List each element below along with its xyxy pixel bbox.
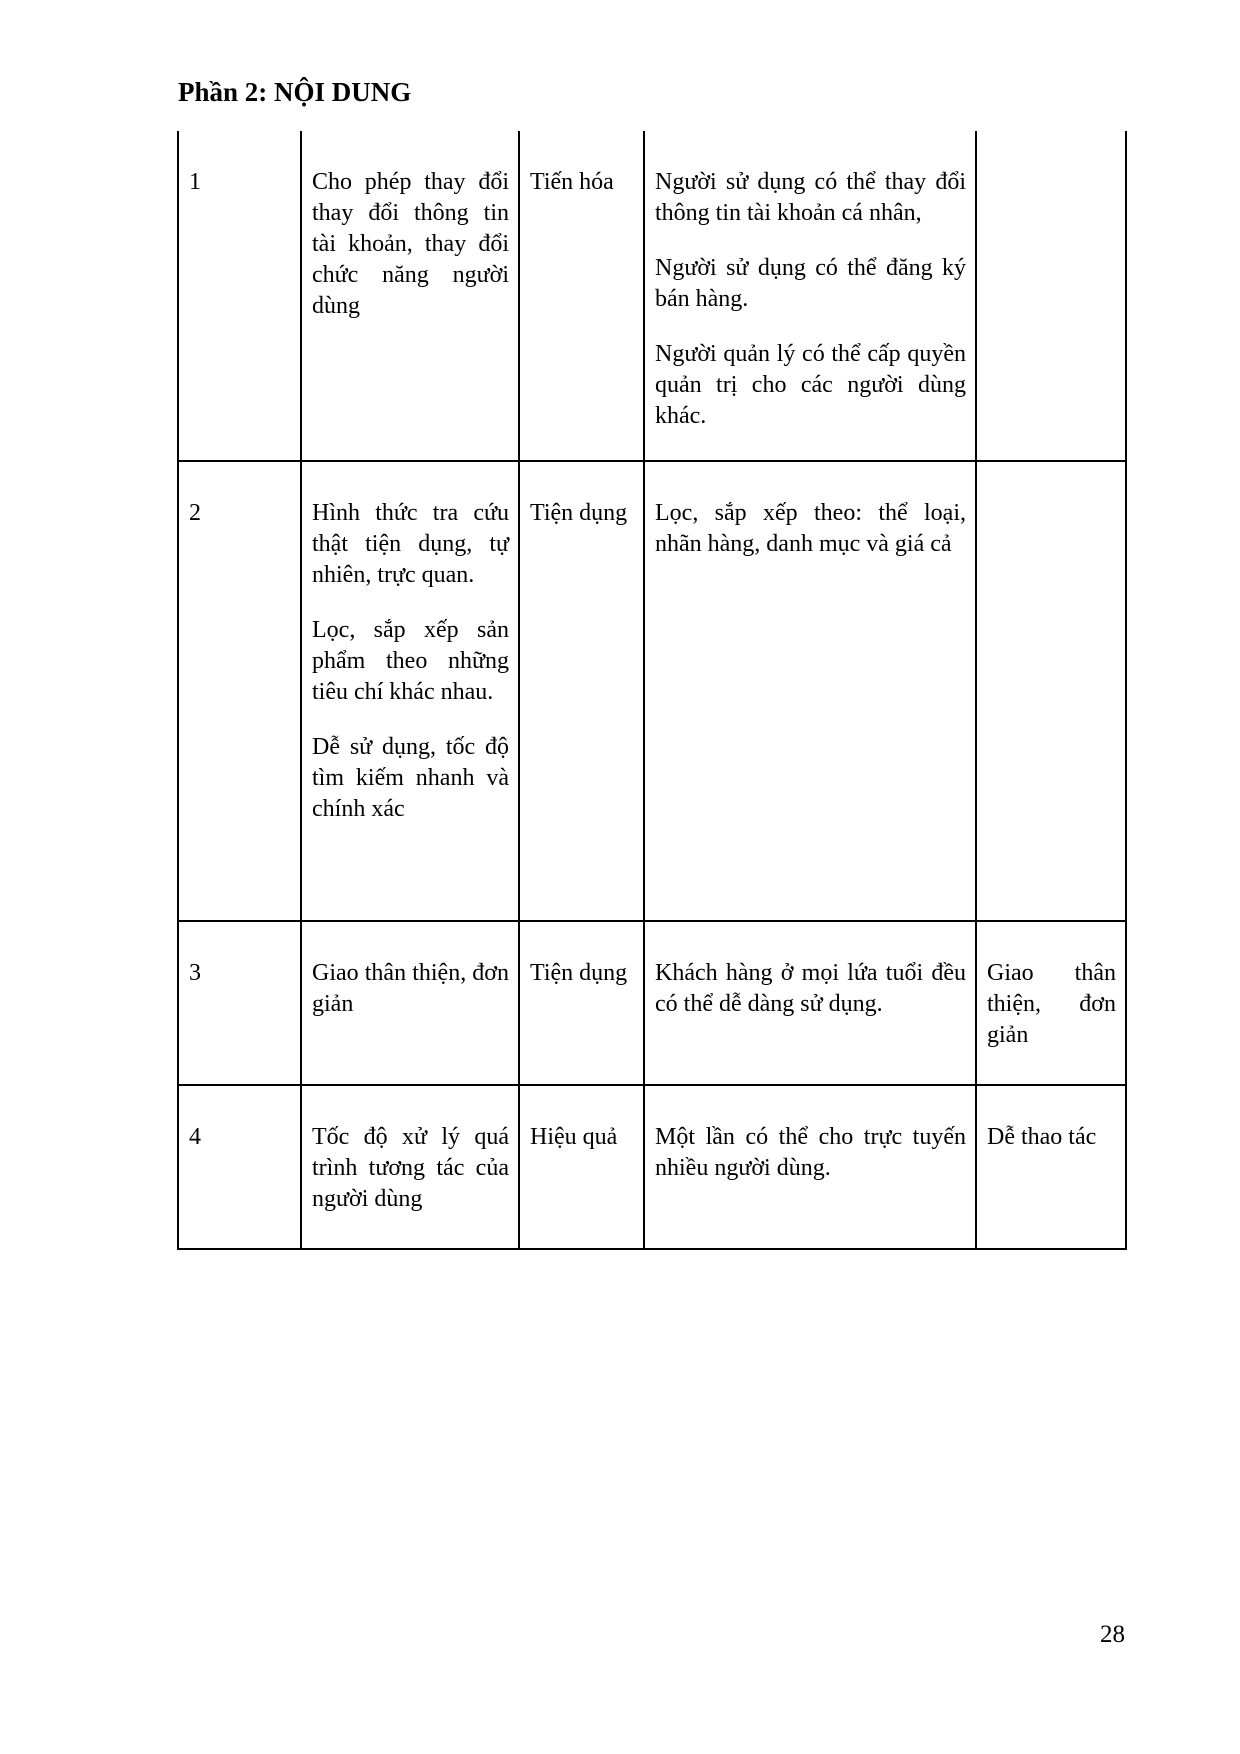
cell-no: 2 [178,461,301,921]
cell-description: Lọc, sắp xếp theo: thể loại, nhãn hàng, danh mục và giá cả [644,461,976,921]
table-row [178,921,1126,1085]
cell-no: 3 [178,921,301,1085]
cell-note [976,131,1126,461]
table-row [178,131,1126,461]
cell-requirement: Hình thức tra cứu thật tiện dụng, tự nhiên, trực quan. Lọc, sắp xếp sản phẩm theo những tiêu chí khác nhau. Dễ sử dụng, tốc độ tìm kiếm nhanh và chính xác [301,461,519,921]
cell-requirement: Tốc độ xử lý quá trình tương tác của người dùng [301,1085,519,1249]
table-row [178,1085,1126,1249]
cell-category: Tiến hóa [519,131,644,461]
cell-note: Giao thân thiện, đơn giản [976,921,1126,1085]
cell-requirement: Giao thân thiện, đơn giản [301,921,519,1085]
cell-no: 4 [178,1085,301,1249]
cell-category: Hiệu quả [519,1085,644,1249]
table-row [178,461,1126,921]
cell-description: Một lần có thể cho trực tuyến nhiều người dùng. [644,1085,976,1249]
cell-no: 1 [178,131,301,461]
page-number: 28 [1100,1621,1125,1648]
cell-description: Khách hàng ở mọi lứa tuổi đều có thể dễ dàng sử dụng. [644,921,976,1085]
cell-category: Tiện dụng [519,921,644,1085]
section-heading: Phần 2: NỘI DUNG [178,77,412,107]
cell-category: Tiện dụng [519,461,644,921]
requirements-table [177,131,1127,1250]
requirements-table-wrapper [177,131,1125,1250]
cell-requirement: Cho phép thay đổi thay đổi thông tin tài khoản, thay đổi chức năng người dùng [301,131,519,461]
cell-note: Dễ thao tác [976,1085,1126,1249]
cell-description: Người sử dụng có thể thay đổi thông tin tài khoản cá nhân, Người sử dụng có thể đăng ký bán hàng. Người quản lý có thể cấp quyền quản trị cho các người dùng khác. [644,131,976,461]
cell-note [976,461,1126,921]
